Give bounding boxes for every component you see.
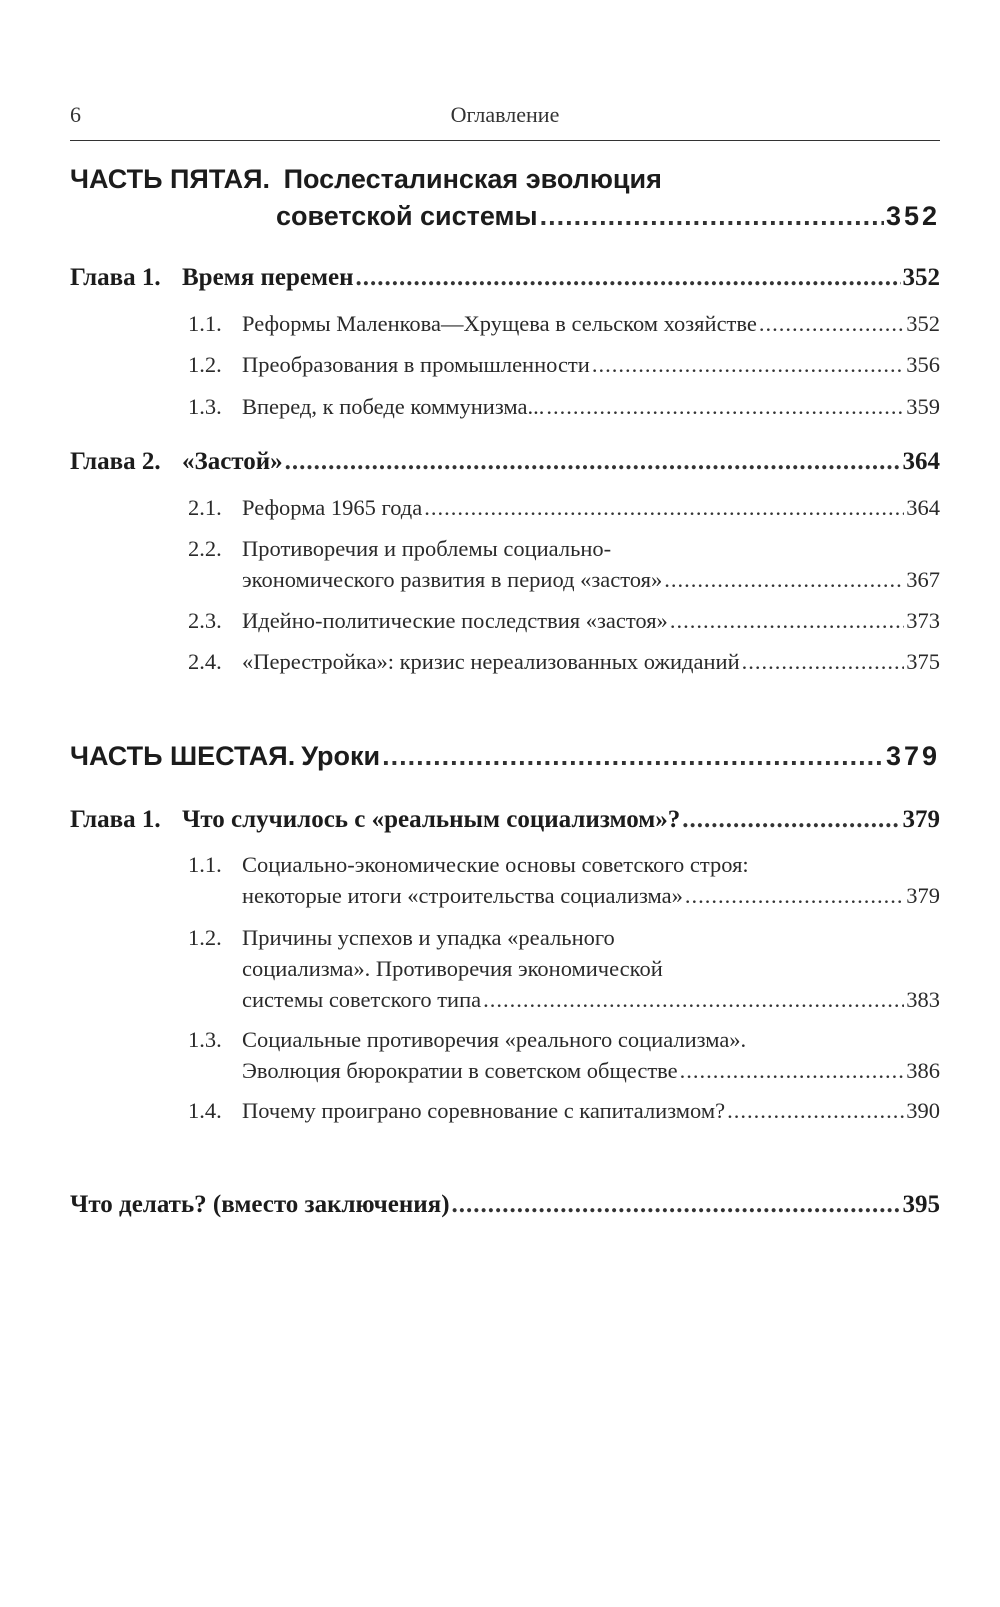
toc-entry-p5c2s2-line1[interactable] [188, 536, 611, 562]
section-page: 364 [906, 495, 940, 520]
leader-dots [727, 1098, 904, 1124]
section-number: 1.2. [188, 352, 222, 377]
section-title-line3: системы советского типа [242, 987, 482, 1012]
toc-entry-p6c1s3-line2[interactable] [242, 1058, 940, 1084]
section-title: Реформа 1965 года [242, 495, 423, 520]
toc-entry-part6[interactable] [70, 741, 940, 772]
chapter-page: 379 [902, 806, 940, 833]
leader-dots [483, 987, 904, 1013]
chapter-label: Глава 2. [70, 448, 161, 475]
section-page: 379 [906, 883, 940, 908]
part5-title-line2: советской системы [276, 201, 538, 231]
toc-entry-p5c1[interactable] [70, 264, 940, 292]
section-title: Почему проиграно соревнование с капитализмом? [242, 1098, 726, 1123]
section-title-line1: Причины успехов и упадка «реального [242, 925, 615, 950]
leader-dots [682, 806, 900, 834]
running-header [70, 100, 940, 141]
section-number: 2.1. [188, 495, 222, 520]
toc-entry-p6c1[interactable] [70, 806, 940, 834]
chapter-page: 352 [902, 264, 940, 291]
section-title-line1: Противоречия и проблемы социально- [242, 536, 612, 561]
section-page: 373 [906, 608, 940, 633]
section-title: Реформы Маленкова—Хрущева в сельском хозяйстве [242, 311, 757, 336]
leader-dots [664, 567, 904, 593]
toc-entry-p5c2s2-line2[interactable] [242, 567, 940, 593]
section-title: «Перестройка»: кризис нереализованных ожиданий [242, 649, 740, 674]
toc-entry-conclusion[interactable] [70, 1191, 940, 1219]
part5-title-line1: Послесталинская эволюция [283, 164, 662, 194]
leader-dots [685, 883, 904, 909]
section-number: 2.3. [188, 608, 222, 633]
leader-dots [356, 264, 901, 292]
toc-entry-p6c1s4[interactable] [188, 1098, 940, 1124]
toc-entry-p5c1s2[interactable] [188, 352, 940, 378]
section-title-line1: Социально-экономические основы советского строя: [242, 852, 749, 877]
section-page: 375 [906, 649, 940, 674]
leader-dots [546, 394, 904, 420]
running-title: Оглавление [450, 102, 560, 127]
section-title: Вперед, к победе коммунизма... [242, 394, 545, 419]
leader-dots [424, 495, 904, 521]
section-title-line1: Социальные противоречия «реального социализма». [242, 1027, 747, 1052]
section-number: 1.4. [188, 1098, 222, 1123]
section-title-line2: экономического развития в период «застоя» [242, 567, 663, 592]
section-title-line2: Эволюция бюрократии в советском обществе [242, 1058, 678, 1083]
toc-entry-p5c2[interactable] [70, 448, 940, 476]
part5-heading-line1 [70, 164, 662, 195]
leader-dots [759, 311, 904, 337]
section-page: 359 [906, 394, 940, 419]
toc-entry-p6c1s2-line2 [242, 956, 663, 982]
section-number: 1.3. [188, 1027, 222, 1052]
section-page: 367 [906, 567, 940, 592]
part6-label: ЧАСТЬ ШЕСТАЯ. [70, 741, 296, 771]
part6-page: 379 [885, 741, 940, 771]
chapter-page: 364 [902, 448, 940, 475]
toc-entry-p6c1s2-line3[interactable] [242, 987, 940, 1013]
toc-entry-p6c1s2-line1[interactable] [188, 925, 615, 951]
leader-dots [382, 741, 884, 772]
chapter-title: Что случилось с «реальным социализмом»? [182, 806, 681, 833]
section-title-line2: некоторые итоги «строительства социализма» [242, 883, 683, 908]
page-number: 6 [70, 102, 81, 127]
section-page: 386 [906, 1058, 940, 1083]
conclusion-page: 395 [902, 1191, 940, 1218]
part6-title: Уроки [301, 741, 381, 771]
toc-entry-p5c1s1[interactable] [188, 311, 940, 337]
section-page: 356 [906, 352, 940, 377]
leader-dots [592, 352, 904, 378]
toc-entry-p5c2s3[interactable] [188, 608, 940, 634]
leader-dots [285, 448, 901, 476]
section-number: 1.1. [188, 311, 222, 336]
leader-dots [680, 1058, 905, 1084]
toc-entry-p6c1s3-line1[interactable] [188, 1027, 746, 1053]
leader-dots [452, 1191, 901, 1219]
part5-heading-line2[interactable] [276, 201, 940, 232]
part5-label: ЧАСТЬ ПЯТАЯ. [70, 164, 271, 194]
section-title-line2: социализма». Противоречия экономической [242, 956, 663, 981]
section-number: 2.4. [188, 649, 222, 674]
section-page: 352 [906, 311, 940, 336]
chapter-title: Время перемен [182, 264, 354, 291]
section-title: Преобразования в промышленности [242, 352, 590, 377]
toc-entry-p5c2s4[interactable] [188, 649, 940, 675]
section-number: 1.3. [188, 394, 222, 419]
leader-dots [670, 608, 904, 634]
leader-dots [742, 649, 905, 675]
section-number: 2.2. [188, 536, 222, 561]
chapter-label: Глава 1. [70, 264, 161, 291]
section-number: 1.1. [188, 852, 222, 877]
chapter-label: Глава 1. [70, 806, 161, 833]
section-page: 390 [906, 1098, 940, 1123]
section-title: Идейно-политические последствия «застоя» [242, 608, 668, 633]
section-number: 1.2. [188, 925, 222, 950]
leader-dots [540, 201, 884, 232]
part5-page: 352 [885, 201, 940, 231]
chapter-title: «Застой» [182, 448, 283, 475]
conclusion-title: Что делать? (вместо заключения) [70, 1191, 450, 1218]
toc-entry-p6c1s1-line1[interactable] [188, 852, 749, 878]
toc-entry-p5c1s3[interactable] [188, 394, 940, 420]
toc-entry-p6c1s1-line2[interactable] [242, 883, 940, 909]
toc-entry-p5c2s1[interactable] [188, 495, 940, 521]
section-page: 383 [906, 987, 940, 1012]
